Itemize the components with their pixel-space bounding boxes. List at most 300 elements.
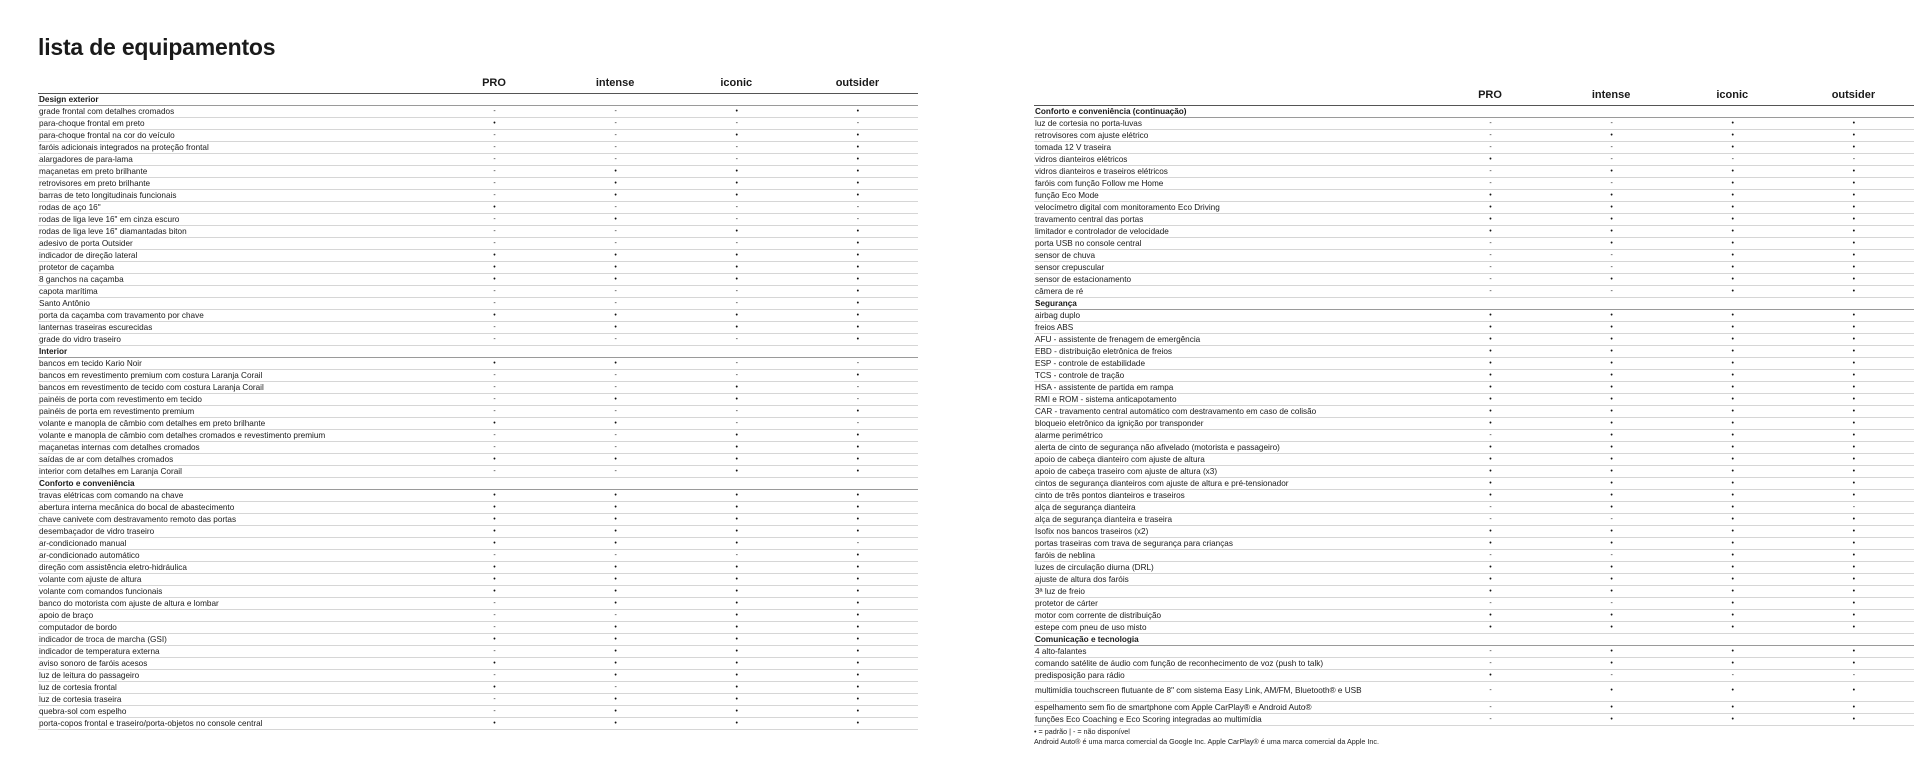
- feature-name: travamento central das portas: [1034, 213, 1429, 225]
- availability-cell: •: [797, 525, 918, 537]
- availability-cell: •: [1793, 405, 1914, 417]
- feature-name: portas traseiras com trava de segurança para crianças: [1034, 537, 1429, 549]
- availability-cell: •: [1429, 153, 1550, 165]
- availability-cell: -: [1429, 501, 1550, 513]
- availability-cell: •: [676, 429, 797, 441]
- feature-name: 8 ganchos na caçamba: [38, 273, 433, 285]
- availability-cell: •: [1793, 417, 1914, 429]
- availability-cell: •: [676, 105, 797, 117]
- availability-cell: •: [1672, 285, 1793, 297]
- availability-cell: •: [797, 669, 918, 681]
- availability-cell: •: [1551, 405, 1672, 417]
- header-iconic: iconic: [676, 76, 797, 93]
- section-row: [38, 93, 918, 105]
- header-feature: [1034, 88, 1429, 105]
- availability-cell: -: [433, 321, 554, 333]
- availability-cell: -: [676, 549, 797, 561]
- feature-name: saídas de ar com detalhes cromados: [38, 453, 433, 465]
- availability-cell: -: [1429, 165, 1550, 177]
- availability-cell: -: [555, 153, 676, 165]
- table-row: [38, 141, 918, 153]
- feature-name: maçanetas internas com detalhes cromados: [38, 441, 433, 453]
- availability-cell: •: [1672, 405, 1793, 417]
- availability-cell: •: [555, 669, 676, 681]
- availability-cell: •: [1672, 465, 1793, 477]
- feature-name: alça de segurança dianteira e traseira: [1034, 513, 1429, 525]
- availability-cell: •: [797, 609, 918, 621]
- header-feature: [38, 76, 433, 93]
- availability-cell: •: [555, 489, 676, 501]
- availability-cell: •: [676, 609, 797, 621]
- availability-cell: -: [1429, 513, 1550, 525]
- availability-cell: •: [797, 309, 918, 321]
- feature-name: EBD - distribuição eletrônica de freios: [1034, 345, 1429, 357]
- availability-cell: •: [433, 537, 554, 549]
- availability-cell: •: [1672, 561, 1793, 573]
- availability-cell: •: [555, 693, 676, 705]
- availability-cell: •: [1672, 573, 1793, 585]
- availability-cell: •: [1429, 669, 1550, 681]
- availability-cell: •: [433, 201, 554, 213]
- availability-cell: •: [1551, 225, 1672, 237]
- feature-name: bloqueio eletrônico da ignição por transponder: [1034, 417, 1429, 429]
- availability-cell: •: [1551, 417, 1672, 429]
- table-row: [38, 261, 918, 273]
- equipment-table-left: [38, 76, 918, 730]
- availability-cell: -: [433, 129, 554, 141]
- table-row: [38, 585, 918, 597]
- availability-cell: •: [1551, 561, 1672, 573]
- table-row: [1034, 597, 1914, 609]
- availability-cell: •: [1551, 657, 1672, 669]
- feature-name: cinto de três pontos dianteiros e traseiros: [1034, 489, 1429, 501]
- table-row: [1034, 501, 1914, 513]
- feature-name: espelhamento sem fio de smartphone com Apple CarPlay® e Android Auto®: [1034, 701, 1429, 713]
- table-row: [38, 513, 918, 525]
- availability-cell: -: [676, 141, 797, 153]
- table-row: [1034, 549, 1914, 561]
- section-row: [1034, 297, 1914, 309]
- availability-cell: -: [1551, 597, 1672, 609]
- availability-cell: •: [1793, 225, 1914, 237]
- availability-cell: -: [1429, 141, 1550, 153]
- availability-cell: •: [555, 273, 676, 285]
- availability-cell: •: [1672, 213, 1793, 225]
- availability-cell: •: [676, 381, 797, 393]
- availability-cell: •: [1793, 201, 1914, 213]
- availability-cell: •: [555, 213, 676, 225]
- feature-name: apoio de cabeça dianteiro com ajuste de altura: [1034, 453, 1429, 465]
- header-pro: PRO: [1429, 88, 1550, 105]
- availability-cell: •: [1429, 453, 1550, 465]
- availability-cell: •: [797, 453, 918, 465]
- availability-cell: •: [1551, 129, 1672, 141]
- table-row: [1034, 381, 1914, 393]
- feature-name: funções Eco Coaching e Eco Scoring integradas ao multimídia: [1034, 713, 1429, 725]
- table-row: [38, 321, 918, 333]
- availability-cell: -: [555, 237, 676, 249]
- table-row: [38, 465, 918, 477]
- table-row: [38, 657, 918, 669]
- table-row: [1034, 681, 1914, 701]
- availability-cell: •: [797, 489, 918, 501]
- table-row: [38, 213, 918, 225]
- availability-cell: •: [1672, 249, 1793, 261]
- availability-cell: •: [1429, 405, 1550, 417]
- availability-cell: •: [676, 669, 797, 681]
- availability-cell: •: [1672, 309, 1793, 321]
- availability-cell: •: [1429, 417, 1550, 429]
- feature-name: porta USB no console central: [1034, 237, 1429, 249]
- feature-name: velocímetro digital com monitoramento Eco Driving: [1034, 201, 1429, 213]
- availability-cell: •: [797, 465, 918, 477]
- availability-cell: •: [676, 249, 797, 261]
- availability-cell: -: [676, 285, 797, 297]
- feature-name: tomada 12 V traseira: [1034, 141, 1429, 153]
- table-row: [1034, 189, 1914, 201]
- availability-cell: •: [433, 357, 554, 369]
- feature-name: comando satélite de áudio com função de reconhecimento de voz (push to talk): [1034, 657, 1429, 669]
- availability-cell: -: [555, 225, 676, 237]
- availability-cell: -: [555, 105, 676, 117]
- availability-cell: •: [1551, 585, 1672, 597]
- availability-cell: •: [433, 681, 554, 693]
- availability-cell: •: [1672, 225, 1793, 237]
- feature-name: banco do motorista com ajuste de altura e lombar: [38, 597, 433, 609]
- table-row: [1034, 141, 1914, 153]
- table-row: [38, 285, 918, 297]
- availability-cell: •: [797, 237, 918, 249]
- feature-name: para-choque frontal na cor do veículo: [38, 129, 433, 141]
- availability-cell: -: [676, 333, 797, 345]
- availability-cell: •: [1793, 129, 1914, 141]
- availability-cell: •: [1793, 177, 1914, 189]
- availability-cell: •: [1551, 621, 1672, 633]
- availability-cell: •: [1793, 597, 1914, 609]
- availability-cell: •: [433, 249, 554, 261]
- availability-cell: •: [433, 453, 554, 465]
- table-row: [38, 309, 918, 321]
- availability-cell: •: [433, 561, 554, 573]
- feature-name: 3ª luz de freio: [1034, 585, 1429, 597]
- availability-cell: •: [676, 525, 797, 537]
- availability-cell: -: [433, 189, 554, 201]
- availability-cell: •: [1551, 189, 1672, 201]
- availability-cell: -: [676, 201, 797, 213]
- availability-cell: •: [1551, 477, 1672, 489]
- availability-cell: -: [555, 609, 676, 621]
- availability-cell: -: [1429, 713, 1550, 725]
- feature-name: Santo Antônio: [38, 297, 433, 309]
- availability-cell: -: [555, 285, 676, 297]
- section-title: Conforto e conveniência: [38, 477, 918, 489]
- table-row: [1034, 489, 1914, 501]
- availability-cell: •: [1793, 465, 1914, 477]
- availability-cell: •: [676, 681, 797, 693]
- availability-cell: -: [1551, 285, 1672, 297]
- availability-cell: •: [1672, 621, 1793, 633]
- availability-cell: •: [797, 513, 918, 525]
- availability-cell: •: [1793, 117, 1914, 129]
- table-row: [1034, 525, 1914, 537]
- table-row: [1034, 309, 1914, 321]
- availability-cell: -: [1429, 681, 1550, 701]
- availability-cell: •: [1672, 261, 1793, 273]
- availability-cell: •: [1551, 525, 1672, 537]
- availability-cell: •: [1672, 201, 1793, 213]
- feature-name: retrovisores com ajuste elétrico: [1034, 129, 1429, 141]
- availability-cell: •: [1672, 477, 1793, 489]
- section-row: [38, 477, 918, 489]
- table-row: [38, 633, 918, 645]
- availability-cell: -: [433, 225, 554, 237]
- availability-cell: •: [1793, 285, 1914, 297]
- availability-cell: •: [676, 645, 797, 657]
- table-row: [1034, 393, 1914, 405]
- table-row: [1034, 713, 1914, 725]
- feature-name: travas elétricas com comando na chave: [38, 489, 433, 501]
- availability-cell: •: [1793, 573, 1914, 585]
- availability-cell: •: [1672, 369, 1793, 381]
- availability-cell: •: [1429, 357, 1550, 369]
- availability-cell: •: [1429, 309, 1550, 321]
- feature-name: barras de teto longitudinais funcionais: [38, 189, 433, 201]
- availability-cell: •: [797, 105, 918, 117]
- availability-cell: •: [1429, 345, 1550, 357]
- availability-cell: •: [555, 501, 676, 513]
- availability-cell: -: [433, 465, 554, 477]
- table-row: [38, 381, 918, 393]
- table-row: [1034, 645, 1914, 657]
- header-intense: intense: [555, 76, 676, 93]
- table-row: [38, 453, 918, 465]
- availability-cell: -: [1551, 549, 1672, 561]
- header-pro: PRO: [433, 76, 554, 93]
- feature-name: protetor de cárter: [1034, 597, 1429, 609]
- table-row: [38, 669, 918, 681]
- availability-cell: •: [1551, 273, 1672, 285]
- availability-cell: -: [1551, 153, 1672, 165]
- table-row: [1034, 357, 1914, 369]
- section-title: Segurança: [1034, 297, 1914, 309]
- availability-cell: •: [1672, 513, 1793, 525]
- availability-cell: •: [555, 537, 676, 549]
- availability-cell: -: [433, 429, 554, 441]
- availability-cell: •: [1793, 321, 1914, 333]
- feature-name: grade frontal com detalhes cromados: [38, 105, 433, 117]
- availability-cell: -: [1793, 669, 1914, 681]
- availability-cell: •: [555, 633, 676, 645]
- availability-cell: -: [555, 201, 676, 213]
- feature-name: RMI e ROM - sistema anticapotamento: [1034, 393, 1429, 405]
- availability-cell: •: [797, 633, 918, 645]
- availability-cell: •: [555, 645, 676, 657]
- table-row: [1034, 117, 1914, 129]
- availability-cell: •: [797, 585, 918, 597]
- availability-cell: •: [1672, 489, 1793, 501]
- availability-cell: •: [555, 453, 676, 465]
- availability-cell: •: [1672, 585, 1793, 597]
- availability-cell: -: [797, 393, 918, 405]
- table-row: [1034, 453, 1914, 465]
- availability-cell: •: [797, 297, 918, 309]
- availability-cell: •: [1551, 489, 1672, 501]
- header-iconic: iconic: [1672, 88, 1793, 105]
- availability-cell: •: [1551, 609, 1672, 621]
- feature-name: ar-condicionado automático: [38, 549, 433, 561]
- feature-name: quebra-sol com espelho: [38, 705, 433, 717]
- availability-cell: •: [1793, 537, 1914, 549]
- feature-name: airbag duplo: [1034, 309, 1429, 321]
- availability-cell: •: [1551, 713, 1672, 725]
- availability-cell: •: [797, 597, 918, 609]
- availability-cell: •: [1672, 333, 1793, 345]
- availability-cell: •: [676, 501, 797, 513]
- feature-name: alerta de cinto de segurança não afivelado (motorista e passageiro): [1034, 441, 1429, 453]
- availability-cell: •: [797, 645, 918, 657]
- availability-cell: •: [1429, 477, 1550, 489]
- availability-cell: -: [1429, 273, 1550, 285]
- availability-cell: •: [797, 261, 918, 273]
- availability-cell: -: [1429, 249, 1550, 261]
- availability-cell: -: [1672, 153, 1793, 165]
- availability-cell: •: [1672, 525, 1793, 537]
- availability-cell: -: [433, 369, 554, 381]
- availability-cell: •: [676, 273, 797, 285]
- availability-cell: •: [1672, 237, 1793, 249]
- availability-cell: -: [1429, 129, 1550, 141]
- availability-cell: •: [797, 693, 918, 705]
- availability-cell: •: [1551, 701, 1672, 713]
- availability-cell: -: [433, 645, 554, 657]
- availability-cell: •: [1551, 165, 1672, 177]
- feature-name: função Eco Mode: [1034, 189, 1429, 201]
- availability-cell: •: [1551, 573, 1672, 585]
- availability-cell: •: [676, 261, 797, 273]
- availability-cell: •: [1429, 201, 1550, 213]
- availability-cell: •: [433, 489, 554, 501]
- availability-cell: •: [433, 525, 554, 537]
- table-row: [38, 105, 918, 117]
- availability-cell: •: [1672, 681, 1793, 701]
- table-row: [1034, 465, 1914, 477]
- feature-name: desembaçador de vidro traseiro: [38, 525, 433, 537]
- table-row: [1034, 537, 1914, 549]
- availability-cell: •: [1672, 177, 1793, 189]
- availability-cell: •: [1672, 441, 1793, 453]
- availability-cell: -: [433, 405, 554, 417]
- table-row: [38, 153, 918, 165]
- availability-cell: -: [676, 297, 797, 309]
- availability-cell: -: [1429, 285, 1550, 297]
- availability-cell: -: [676, 213, 797, 225]
- table-header: [38, 76, 918, 93]
- availability-cell: •: [1551, 357, 1672, 369]
- availability-cell: •: [1429, 225, 1550, 237]
- availability-cell: •: [1793, 429, 1914, 441]
- table-row: [1034, 477, 1914, 489]
- availability-cell: •: [555, 657, 676, 669]
- section-title: Interior: [38, 345, 918, 357]
- availability-cell: -: [1429, 177, 1550, 189]
- availability-cell: -: [433, 285, 554, 297]
- table-row: [1034, 405, 1914, 417]
- feature-name: porta da caçamba com travamento por chave: [38, 309, 433, 321]
- availability-cell: -: [555, 117, 676, 129]
- availability-cell: •: [1672, 345, 1793, 357]
- availability-cell: •: [1793, 489, 1914, 501]
- availability-cell: •: [1429, 525, 1550, 537]
- availability-cell: •: [1429, 585, 1550, 597]
- availability-cell: •: [1429, 381, 1550, 393]
- feature-name: motor com corrente de distribuição: [1034, 609, 1429, 621]
- table-row: [1034, 609, 1914, 621]
- availability-cell: •: [676, 393, 797, 405]
- feature-name: bancos em tecido Kario Noir: [38, 357, 433, 369]
- table-row: [38, 573, 918, 585]
- feature-name: sensor de chuva: [1034, 249, 1429, 261]
- availability-cell: •: [797, 141, 918, 153]
- availability-cell: •: [676, 465, 797, 477]
- availability-cell: •: [1793, 561, 1914, 573]
- availability-cell: •: [676, 189, 797, 201]
- table-row: [38, 441, 918, 453]
- feature-name: painéis de porta com revestimento em tecido: [38, 393, 433, 405]
- table-row: [1034, 561, 1914, 573]
- availability-cell: •: [1429, 489, 1550, 501]
- feature-name: maçanetas em preto brilhante: [38, 165, 433, 177]
- availability-cell: -: [433, 549, 554, 561]
- availability-cell: •: [1551, 237, 1672, 249]
- availability-cell: -: [676, 237, 797, 249]
- availability-cell: •: [676, 537, 797, 549]
- availability-cell: •: [676, 309, 797, 321]
- table-row: [38, 501, 918, 513]
- availability-cell: •: [1793, 393, 1914, 405]
- availability-cell: •: [797, 717, 918, 729]
- availability-cell: •: [797, 225, 918, 237]
- table-row: [38, 237, 918, 249]
- availability-cell: •: [555, 597, 676, 609]
- table-row: [38, 429, 918, 441]
- availability-cell: -: [676, 153, 797, 165]
- feature-name: rodas de liga leve 16" diamantadas biton: [38, 225, 433, 237]
- availability-cell: •: [1551, 333, 1672, 345]
- availability-cell: -: [555, 381, 676, 393]
- availability-cell: •: [1551, 381, 1672, 393]
- availability-cell: •: [1551, 345, 1672, 357]
- table-row: [1034, 333, 1914, 345]
- availability-cell: •: [797, 501, 918, 513]
- feature-name: AFU - assistente de frenagem de emergência: [1034, 333, 1429, 345]
- availability-cell: -: [1551, 261, 1672, 273]
- table-row: [38, 177, 918, 189]
- table-row: [38, 621, 918, 633]
- availability-cell: -: [1551, 177, 1672, 189]
- availability-cell: •: [1672, 597, 1793, 609]
- table-row: [38, 405, 918, 417]
- availability-cell: •: [1551, 201, 1672, 213]
- availability-cell: •: [433, 717, 554, 729]
- availability-cell: •: [676, 165, 797, 177]
- availability-cell: •: [676, 129, 797, 141]
- feature-name: direção com assistência eletro-hidráulica: [38, 561, 433, 573]
- availability-cell: •: [797, 561, 918, 573]
- feature-name: cintos de segurança dianteiros com ajuste de altura e pré-tensionador: [1034, 477, 1429, 489]
- availability-cell: -: [433, 165, 554, 177]
- availability-cell: •: [1551, 213, 1672, 225]
- availability-cell: -: [433, 297, 554, 309]
